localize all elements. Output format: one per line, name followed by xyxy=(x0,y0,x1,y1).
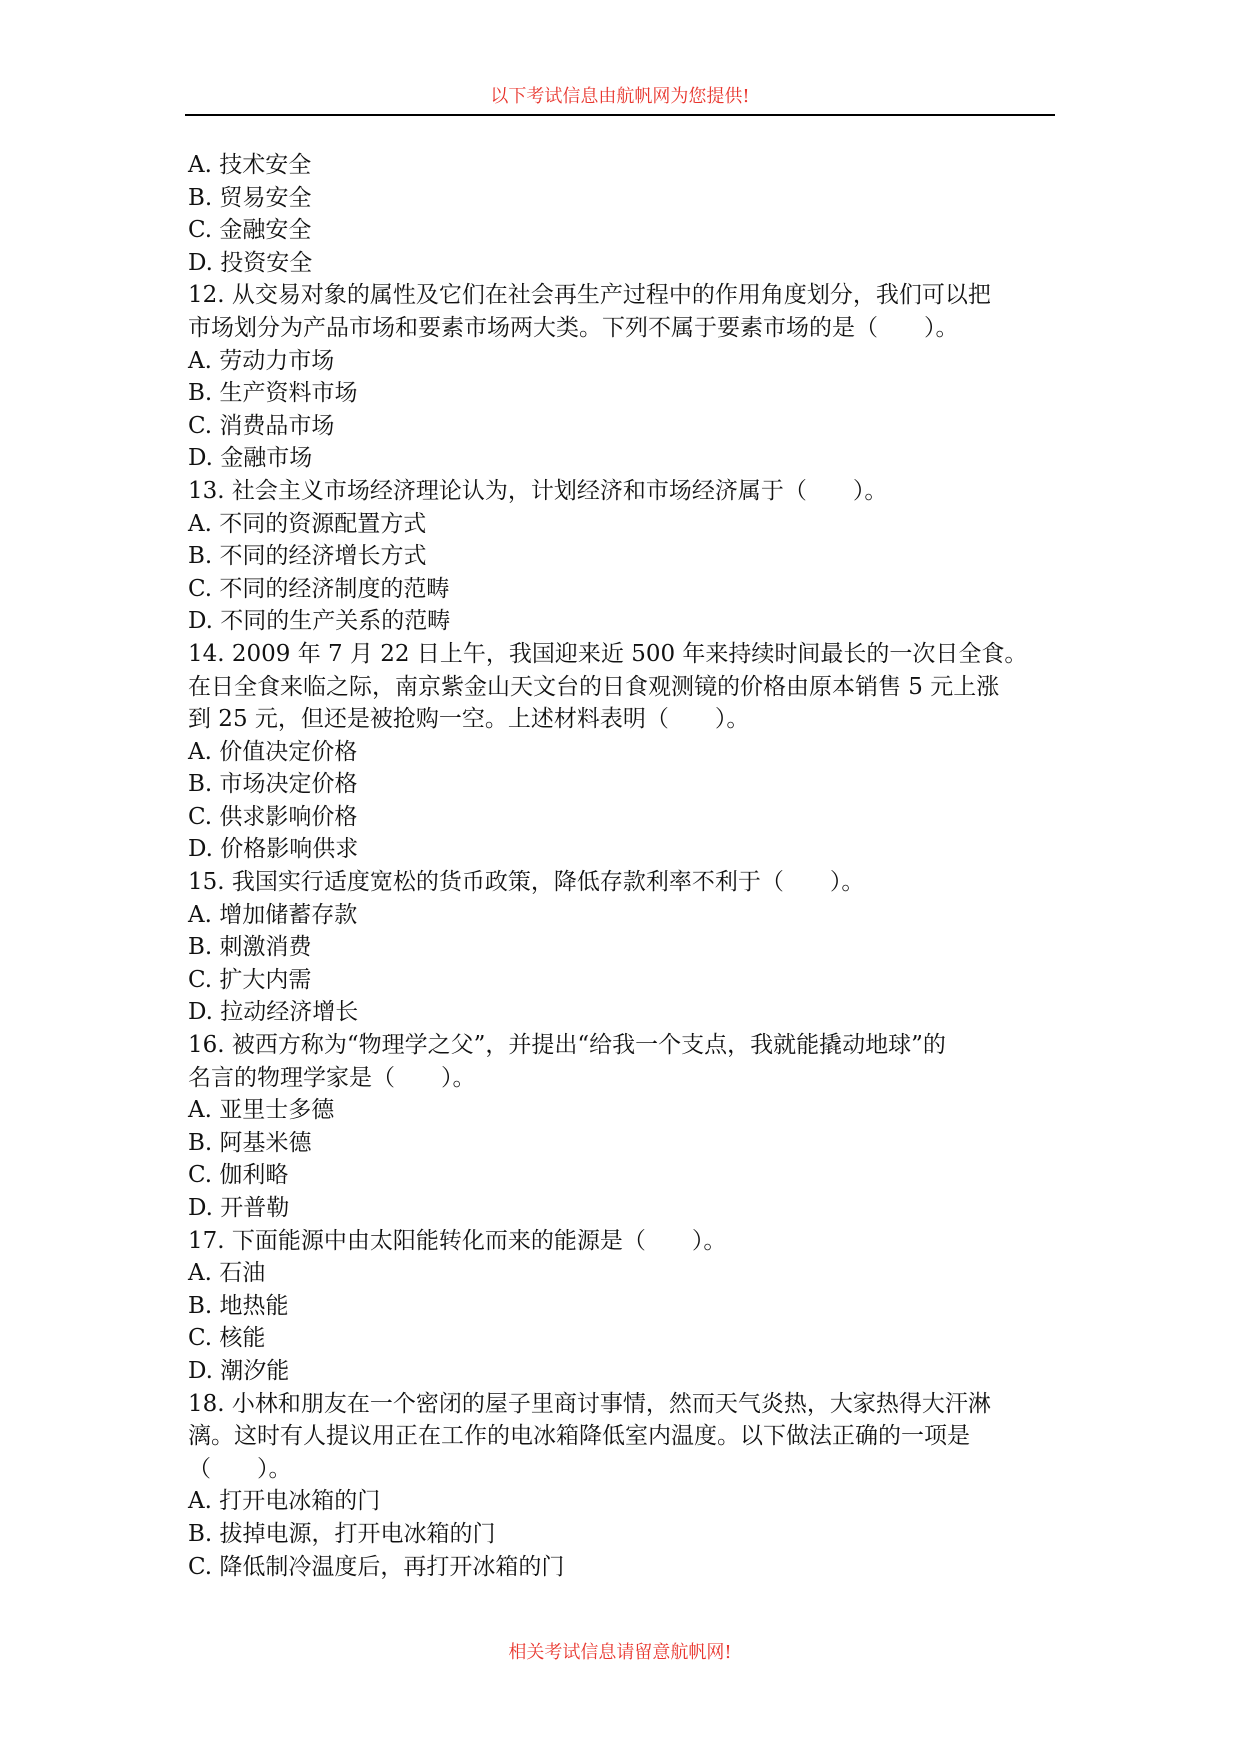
question-12-text: 12. 从交易对象的属性及它们在社会再生产过程中的作用角度划分，我们可以把 xyxy=(188,282,991,309)
option-line: A. 不同的资源配置方式 xyxy=(188,510,427,537)
question-14-text: 14. 2009 年 7 月 22 日上午，我国迎来近 500 年来持续时间最长的一次日全食。 xyxy=(188,640,1028,667)
question-18-text: 18. 小林和朋友在一个密闭的屋子里商讨事情，然而天气炎热，大家热得大汗淋 xyxy=(188,1390,991,1417)
option-line: A. 亚里士多德 xyxy=(188,1097,335,1124)
option-line: D. 开普勒 xyxy=(188,1195,290,1221)
option-line: D. 不同的生产关系的范畴 xyxy=(188,608,451,635)
option-line: B. 刺激消费 xyxy=(188,934,312,961)
page-header xyxy=(185,86,1055,116)
option-line: B. 不同的经济增长方式 xyxy=(188,543,427,570)
question-14-text-cont: 在日全食来临之际，南京紫金山天文台的日食观测镜的价格由原本销售 5 元上涨 xyxy=(188,673,1000,700)
option-line: C. 消费品市场 xyxy=(188,412,335,439)
option-line: C. 降低制冷温度后，再打开冰箱的门 xyxy=(188,1553,565,1580)
question-16-text: 16. 被西方称为“物理学之父”，并提出“给我一个支点，我就能撬动地球”的 xyxy=(188,1032,946,1059)
option-line: C. 伽利略 xyxy=(188,1162,289,1189)
option-line: D. 投资安全 xyxy=(188,249,313,276)
option-line: A. 劳动力市场 xyxy=(188,347,335,374)
question-content xyxy=(188,149,1058,1583)
option-line: D. 潮汐能 xyxy=(188,1357,290,1384)
question-12-text-cont: 市场划分为产品市场和要素市场两大类。下列不属于要素市场的是（ ）。 xyxy=(188,314,959,341)
option-line: B. 贸易安全 xyxy=(188,184,312,211)
option-line: C. 不同的经济制度的范畴 xyxy=(188,575,450,602)
option-line: B. 生产资料市场 xyxy=(188,380,358,407)
question-15-text: 15. 我国实行适度宽松的货币政策，降低存款利率不利于（ ）。 xyxy=(188,869,865,896)
option-line: C. 核能 xyxy=(188,1325,266,1352)
option-line: B. 拔掉电源，打开电冰箱的门 xyxy=(188,1520,496,1547)
option-line: C. 扩大内需 xyxy=(188,966,312,993)
option-line: B. 阿基米德 xyxy=(188,1129,312,1156)
header-banner-text: 以下考试信息由航帆网为您提供! xyxy=(490,86,750,107)
option-line: A. 价值决定价格 xyxy=(188,738,358,765)
header-divider xyxy=(185,114,1055,116)
question-16-text-cont: 名言的物理学家是（ ）。 xyxy=(188,1064,476,1091)
question-18-text-cont: 漓。这时有人提议用正在工作的电冰箱降低室内温度。以下做法正确的一项是 xyxy=(188,1423,970,1450)
option-line: A. 石油 xyxy=(188,1260,266,1287)
option-line: B. 地热能 xyxy=(188,1292,289,1319)
footer-banner-text: 相关考试信息请留意航帆网! xyxy=(508,1642,732,1663)
option-line: D. 价格影响供求 xyxy=(188,836,359,863)
option-line: C. 供求影响价格 xyxy=(188,803,358,830)
option-line: A. 技术安全 xyxy=(188,152,312,178)
option-line: C. 金融安全 xyxy=(188,217,312,244)
question-14-text-cont: 到 25 元，但还是被抢购一空。上述材料表明（ ）。 xyxy=(188,706,750,733)
question-17-text: 17. 下面能源中由太阳能转化而来的能源是（ ）。 xyxy=(188,1227,727,1254)
option-line: A. 增加储蓄存款 xyxy=(188,901,358,928)
question-18-text-cont: （ ）。 xyxy=(188,1455,292,1482)
option-line: D. 拉动经济增长 xyxy=(188,999,359,1026)
option-line: D. 金融市场 xyxy=(188,445,313,472)
option-line: B. 市场决定价格 xyxy=(188,771,358,798)
option-line: A. 打开电冰箱的门 xyxy=(188,1488,381,1515)
question-13-text: 13. 社会主义市场经济理论认为，计划经济和市场经济属于（ ）。 xyxy=(188,477,888,504)
